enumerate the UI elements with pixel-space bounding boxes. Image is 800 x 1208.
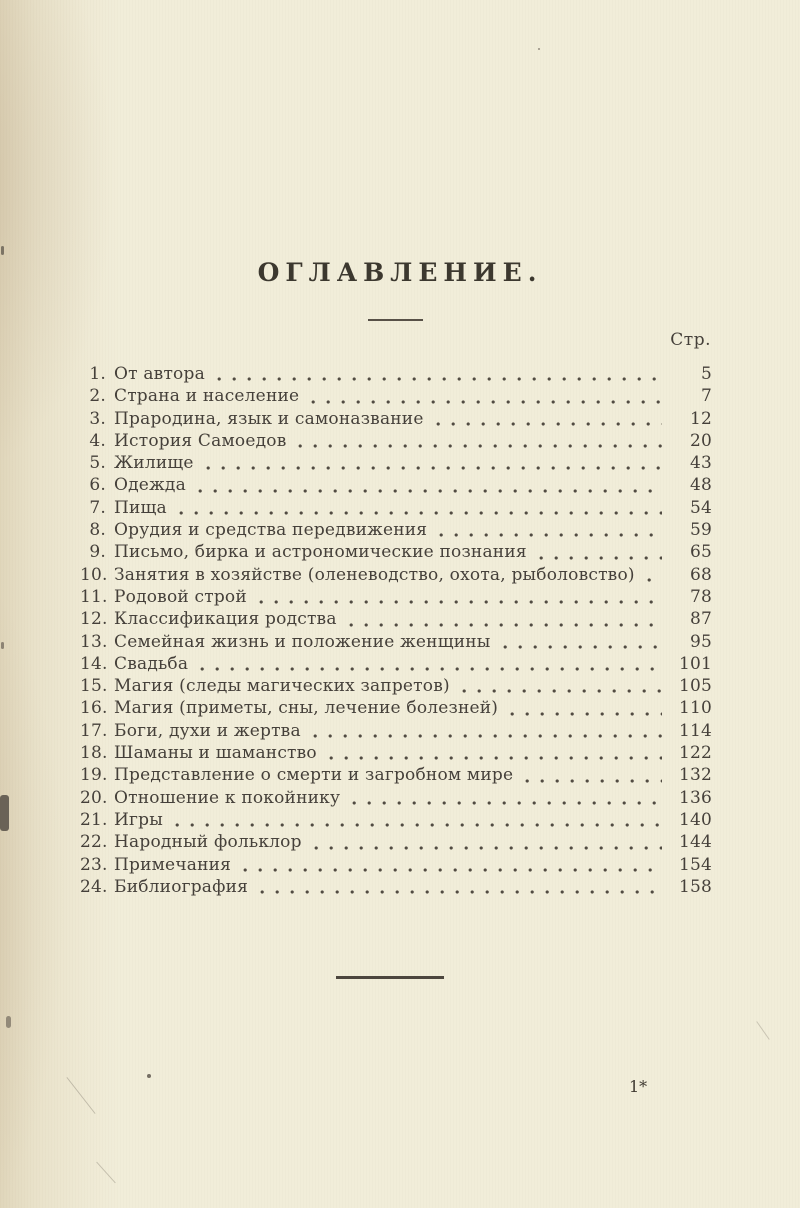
toc-item-number: 20. <box>80 787 108 808</box>
toc-item-title: Примечания <box>114 854 232 875</box>
edge-mark-artifact <box>1 642 4 649</box>
dot-leader <box>462 688 662 694</box>
toc-row <box>80 431 712 453</box>
dot-leader <box>259 599 662 605</box>
dot-leader <box>200 666 662 672</box>
toc-row <box>80 364 712 386</box>
toc-item-title: Боги, духи и жертва <box>114 720 301 741</box>
toc-item-title: Родовой строй <box>114 586 247 607</box>
dot-leader <box>503 644 663 650</box>
toc-item-title: Занятия в хозяйстве (оленеводство, охота, рыболовство) <box>114 564 635 585</box>
dot-leader <box>311 399 662 405</box>
ink-blot-artifact <box>0 795 9 831</box>
toc-row <box>80 765 712 787</box>
toc-item-number: 7. <box>89 497 106 518</box>
toc-item-title: От автора <box>114 364 205 384</box>
toc-item-number: 22. <box>80 832 108 853</box>
toc-item-title: Шаманы и шаманство <box>114 743 317 764</box>
toc-item-title: Страна и население <box>114 386 300 407</box>
page-column-header: Стр. <box>670 330 711 350</box>
toc-item-page: 136 <box>678 787 712 808</box>
toc-item-number: 8. <box>89 520 106 541</box>
toc-item-title: Свадьба <box>114 653 189 674</box>
toc-row <box>80 788 712 810</box>
toc-item-title: Одежда <box>114 475 186 496</box>
toc-item-page: 59 <box>689 520 712 541</box>
dot-leader <box>206 465 662 471</box>
printer-signature-mark: 1* <box>629 1077 648 1096</box>
toc-item-title: Отношение к покойнику <box>114 787 341 808</box>
toc-item-title: Орудия и средства передвижения <box>114 520 428 541</box>
toc-item-page: 68 <box>689 564 712 585</box>
toc-item-page: 122 <box>678 743 712 764</box>
edge-mark-artifact <box>1 246 4 255</box>
toc-item-number: 24. <box>80 876 108 897</box>
toc-item-title: Пища <box>114 497 167 518</box>
toc-row <box>80 565 712 587</box>
toc-row <box>80 810 712 832</box>
toc-item-page: 54 <box>689 497 712 518</box>
toc-item-page: 5 <box>700 364 712 384</box>
toc-item-title: Прародина, язык и самоназвание <box>114 408 424 429</box>
dot-leader <box>243 867 662 873</box>
toc-row <box>80 498 712 520</box>
toc-item-title: Жилище <box>114 453 194 474</box>
dot-leader <box>217 376 662 382</box>
toc-item-page: 7 <box>700 386 712 407</box>
toc-row <box>80 587 712 609</box>
toc-item-number: 4. <box>89 430 106 451</box>
toc-item-page: 140 <box>678 809 712 830</box>
toc-item-number: 21. <box>80 809 108 830</box>
toc-item-page: 154 <box>678 854 712 875</box>
dot-leader <box>510 711 662 717</box>
toc-item-number: 16. <box>80 698 108 719</box>
dot-leader <box>179 510 662 516</box>
dot-leader <box>175 822 662 828</box>
toc-item-title: Игры <box>114 809 163 830</box>
toc-item-title: Письмо, бирка и астрономические познания <box>114 542 527 563</box>
title-divider-rule <box>368 319 423 321</box>
toc-item-page: 78 <box>689 586 712 607</box>
toc-item-page: 158 <box>678 876 712 897</box>
toc-item-title: Магия (следы магических запретов) <box>114 676 450 697</box>
toc-item-number: 11. <box>80 586 108 607</box>
toc-row <box>80 609 712 631</box>
toc-item-number: 15. <box>80 676 108 697</box>
toc-item-number: 9. <box>89 542 106 563</box>
dot-leader <box>539 555 662 561</box>
dot-leader <box>298 443 662 449</box>
toc-item-title: Классификация родства <box>114 609 337 630</box>
toc-item-number: 10. <box>80 564 108 585</box>
dot-leader <box>439 532 662 538</box>
speck-artifact <box>147 1074 151 1078</box>
toc-row <box>80 676 712 698</box>
dot-leader <box>349 622 662 628</box>
toc-item-number: 1. <box>89 364 106 384</box>
toc-item-page: 20 <box>689 430 712 451</box>
dot-leader <box>198 488 662 494</box>
toc-item-number: 12. <box>80 609 108 630</box>
toc-item-title: Семейная жизнь и положение женщины <box>114 631 491 652</box>
toc-item-page: 95 <box>689 631 712 652</box>
toc-item-page: 132 <box>678 765 712 786</box>
toc-row <box>80 542 712 564</box>
toc-row <box>80 743 712 765</box>
dot-leader <box>260 889 662 895</box>
toc-row <box>80 475 712 497</box>
dot-leader <box>313 733 662 739</box>
toc-item-page: 65 <box>689 542 712 563</box>
toc-row <box>80 721 712 743</box>
dot-leader <box>436 421 662 427</box>
toc-item-number: 18. <box>80 743 108 764</box>
toc-item-page: 43 <box>689 453 712 474</box>
toc-list <box>80 364 712 899</box>
toc-item-title: Представление о смерти и загробном мире <box>114 765 514 786</box>
toc-item-page: 110 <box>678 698 712 719</box>
toc-item-number: 6. <box>89 475 106 496</box>
toc-item-page: 114 <box>678 720 712 741</box>
dot-leader <box>647 577 662 583</box>
toc-item-number: 13. <box>80 631 108 652</box>
toc-row <box>80 855 712 877</box>
toc-item-title: Народный фольклор <box>114 832 302 853</box>
toc-item-title: История Самоедов <box>114 430 287 451</box>
dot-leader <box>525 778 662 784</box>
dot-leader <box>314 845 662 851</box>
toc-row <box>80 386 712 408</box>
toc-item-page: 105 <box>678 676 712 697</box>
edge-mark-artifact <box>6 1016 11 1028</box>
toc-item-number: 5. <box>89 453 106 474</box>
toc-item-number: 17. <box>80 720 108 741</box>
toc-item-number: 14. <box>80 653 108 674</box>
toc-row <box>80 877 712 899</box>
toc-item-number: 3. <box>89 408 106 429</box>
toc-item-number: 19. <box>80 765 108 786</box>
toc-item-page: 101 <box>678 653 712 674</box>
toc-item-title: Магия (приметы, сны, лечение болезней) <box>114 698 499 719</box>
toc-row <box>80 832 712 854</box>
speck-artifact <box>538 48 540 50</box>
toc-item-number: 2. <box>89 386 106 407</box>
toc-row <box>80 698 712 720</box>
toc-item-page: 144 <box>678 832 712 853</box>
toc-item-page: 12 <box>689 408 712 429</box>
toc-item-title: Библиография <box>114 876 249 897</box>
footer-divider-rule <box>336 976 444 979</box>
toc-item-number: 23. <box>80 854 108 875</box>
toc-row <box>80 453 712 475</box>
toc-item-page: 87 <box>689 609 712 630</box>
toc-row <box>80 654 712 676</box>
toc-item-page: 48 <box>689 475 712 496</box>
toc-row <box>80 409 712 431</box>
page-title: ОГЛАВЛЕНИЕ. <box>257 258 543 287</box>
toc-row <box>80 632 712 654</box>
dot-leader <box>352 800 662 806</box>
toc-row <box>80 520 712 542</box>
dot-leader <box>329 755 662 761</box>
